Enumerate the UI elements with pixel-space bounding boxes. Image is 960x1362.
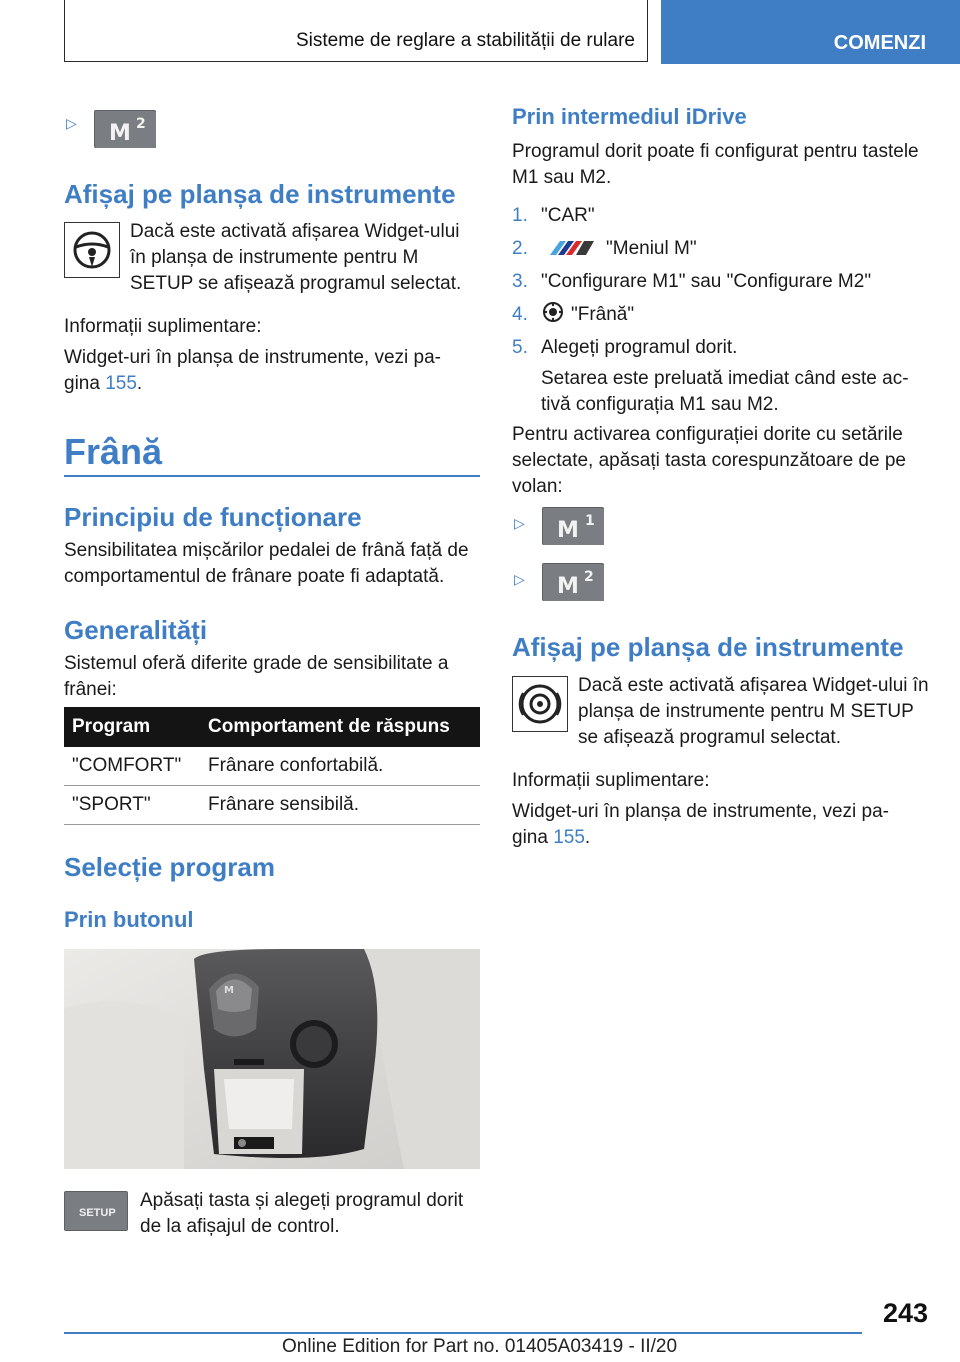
m-stripes-icon bbox=[542, 239, 598, 257]
step-text: "Frână" bbox=[571, 304, 635, 325]
table-cell: Frânare sensibilă. bbox=[200, 786, 480, 825]
m1-key-icon bbox=[542, 507, 604, 545]
center-console-photo bbox=[64, 949, 480, 1169]
m2-key-icon bbox=[542, 563, 604, 601]
heading-general: Generalități bbox=[64, 615, 208, 645]
svg-text:M: M bbox=[557, 574, 579, 599]
arrow-marker-icon: ▷ bbox=[514, 515, 525, 531]
info-text-left: Widget-uri în planșa de instrumente, vezi pa-gina 155. bbox=[64, 347, 442, 394]
section-title: Sisteme de reglare a stabilității de rulare bbox=[295, 30, 635, 51]
table-row bbox=[64, 786, 480, 825]
step-text: "Meniul M" bbox=[606, 238, 697, 259]
table-cell: "SPORT" bbox=[64, 786, 200, 825]
info-label-right: Informații suplimentare: bbox=[512, 770, 710, 791]
display-description-left: Dacă este activată afișarea Widget-ului în planșa de instrumente pentru M SETUP se afișează programul selectat. bbox=[130, 221, 462, 294]
activation-text: Pentru activarea configurației dorite cu setările selectate, apăsați tasta corespunzătoare de pe volan: bbox=[512, 424, 906, 497]
heading-button: Prin butonul bbox=[64, 907, 194, 932]
sensitivity-table bbox=[64, 707, 480, 825]
general-text: Sistemul oferă diferite grade de sensibilitate a frânei: bbox=[64, 653, 449, 700]
heading-display-left: Afișaj pe planșa de instrumente bbox=[64, 179, 456, 209]
principle-text: Sensibilitatea mișcărilor pedalei de frână față de comportamentul de frânare poate fi adaptată. bbox=[64, 540, 469, 587]
table-cell: Frânare confortabilă. bbox=[200, 747, 480, 786]
heading-selection: Selecție program bbox=[64, 852, 275, 882]
step-number: 2. bbox=[512, 238, 528, 259]
page-link-155[interactable]: 155 bbox=[553, 827, 585, 848]
table-header-row bbox=[64, 707, 480, 747]
step-number: 5. bbox=[512, 337, 528, 358]
footer-edition: Online Edition for Part no. 01405A03419 - II/20 bbox=[282, 1336, 678, 1357]
arrow-marker-icon: ▷ bbox=[514, 571, 525, 587]
page-number: 243 bbox=[882, 1298, 928, 1328]
step-text: "Configurare M1" sau "Configurare M2" bbox=[541, 271, 872, 292]
svg-text:2: 2 bbox=[136, 116, 146, 132]
step-number: 1. bbox=[512, 205, 528, 226]
setup-key-icon bbox=[64, 1191, 128, 1231]
step-text: Alegeți programul dorit. bbox=[541, 337, 738, 358]
svg-text:1: 1 bbox=[585, 513, 595, 529]
arrow-marker-icon: ▷ bbox=[66, 115, 77, 131]
heading-display-right: Afișaj pe planșa de instrumente bbox=[512, 632, 904, 662]
page-link-155[interactable]: 155 bbox=[105, 373, 137, 394]
header-frame bbox=[64, 0, 648, 62]
svg-text:M: M bbox=[557, 518, 579, 543]
table-header-behavior: Comportament de răspuns bbox=[200, 707, 480, 747]
step-number: 3. bbox=[512, 271, 528, 292]
table-cell: "COMFORT" bbox=[64, 747, 200, 786]
svg-text:2: 2 bbox=[584, 569, 594, 585]
setup-text: Apăsați tasta și alegeți programul dorit de la afișajul de control. bbox=[140, 1190, 464, 1237]
heading-idrive: Prin intermediul iDrive bbox=[512, 104, 747, 129]
step5-note: Setarea este preluată imediat când este ac-tivă configurația M1 sau M2. bbox=[541, 368, 909, 415]
svg-text:M: M bbox=[224, 985, 234, 996]
info-text-right: Widget-uri în planșa de instrumente, vezi pa-gina 155. bbox=[512, 801, 890, 848]
brake-disc-icon bbox=[541, 300, 565, 324]
brake-widget-icon bbox=[512, 676, 568, 732]
heading-brake: Frână bbox=[64, 431, 163, 472]
display-description-right: Dacă este activată afișarea Widget-ului în planșa de instrumente pentru M SETUP se afișează programul selectat. bbox=[578, 675, 929, 748]
setup-key-label: SETUP bbox=[79, 1207, 116, 1219]
idrive-text: Programul dorit poate fi configurat pentru tastele M1 sau M2. bbox=[512, 141, 919, 188]
table-header-program: Program bbox=[64, 707, 200, 747]
steering-wheel-icon bbox=[64, 222, 120, 278]
tab-comenzi[interactable]: COMENZI bbox=[661, 0, 960, 64]
m2-key-icon bbox=[94, 110, 156, 148]
step-text: "CAR" bbox=[541, 205, 595, 226]
table-row bbox=[64, 747, 480, 786]
heading-principle: Principiu de funcționare bbox=[64, 502, 362, 532]
info-label-left: Informații suplimentare: bbox=[64, 316, 262, 337]
step-number: 4. bbox=[512, 304, 528, 325]
heading-rule bbox=[64, 475, 480, 477]
svg-text:M: M bbox=[109, 121, 131, 146]
